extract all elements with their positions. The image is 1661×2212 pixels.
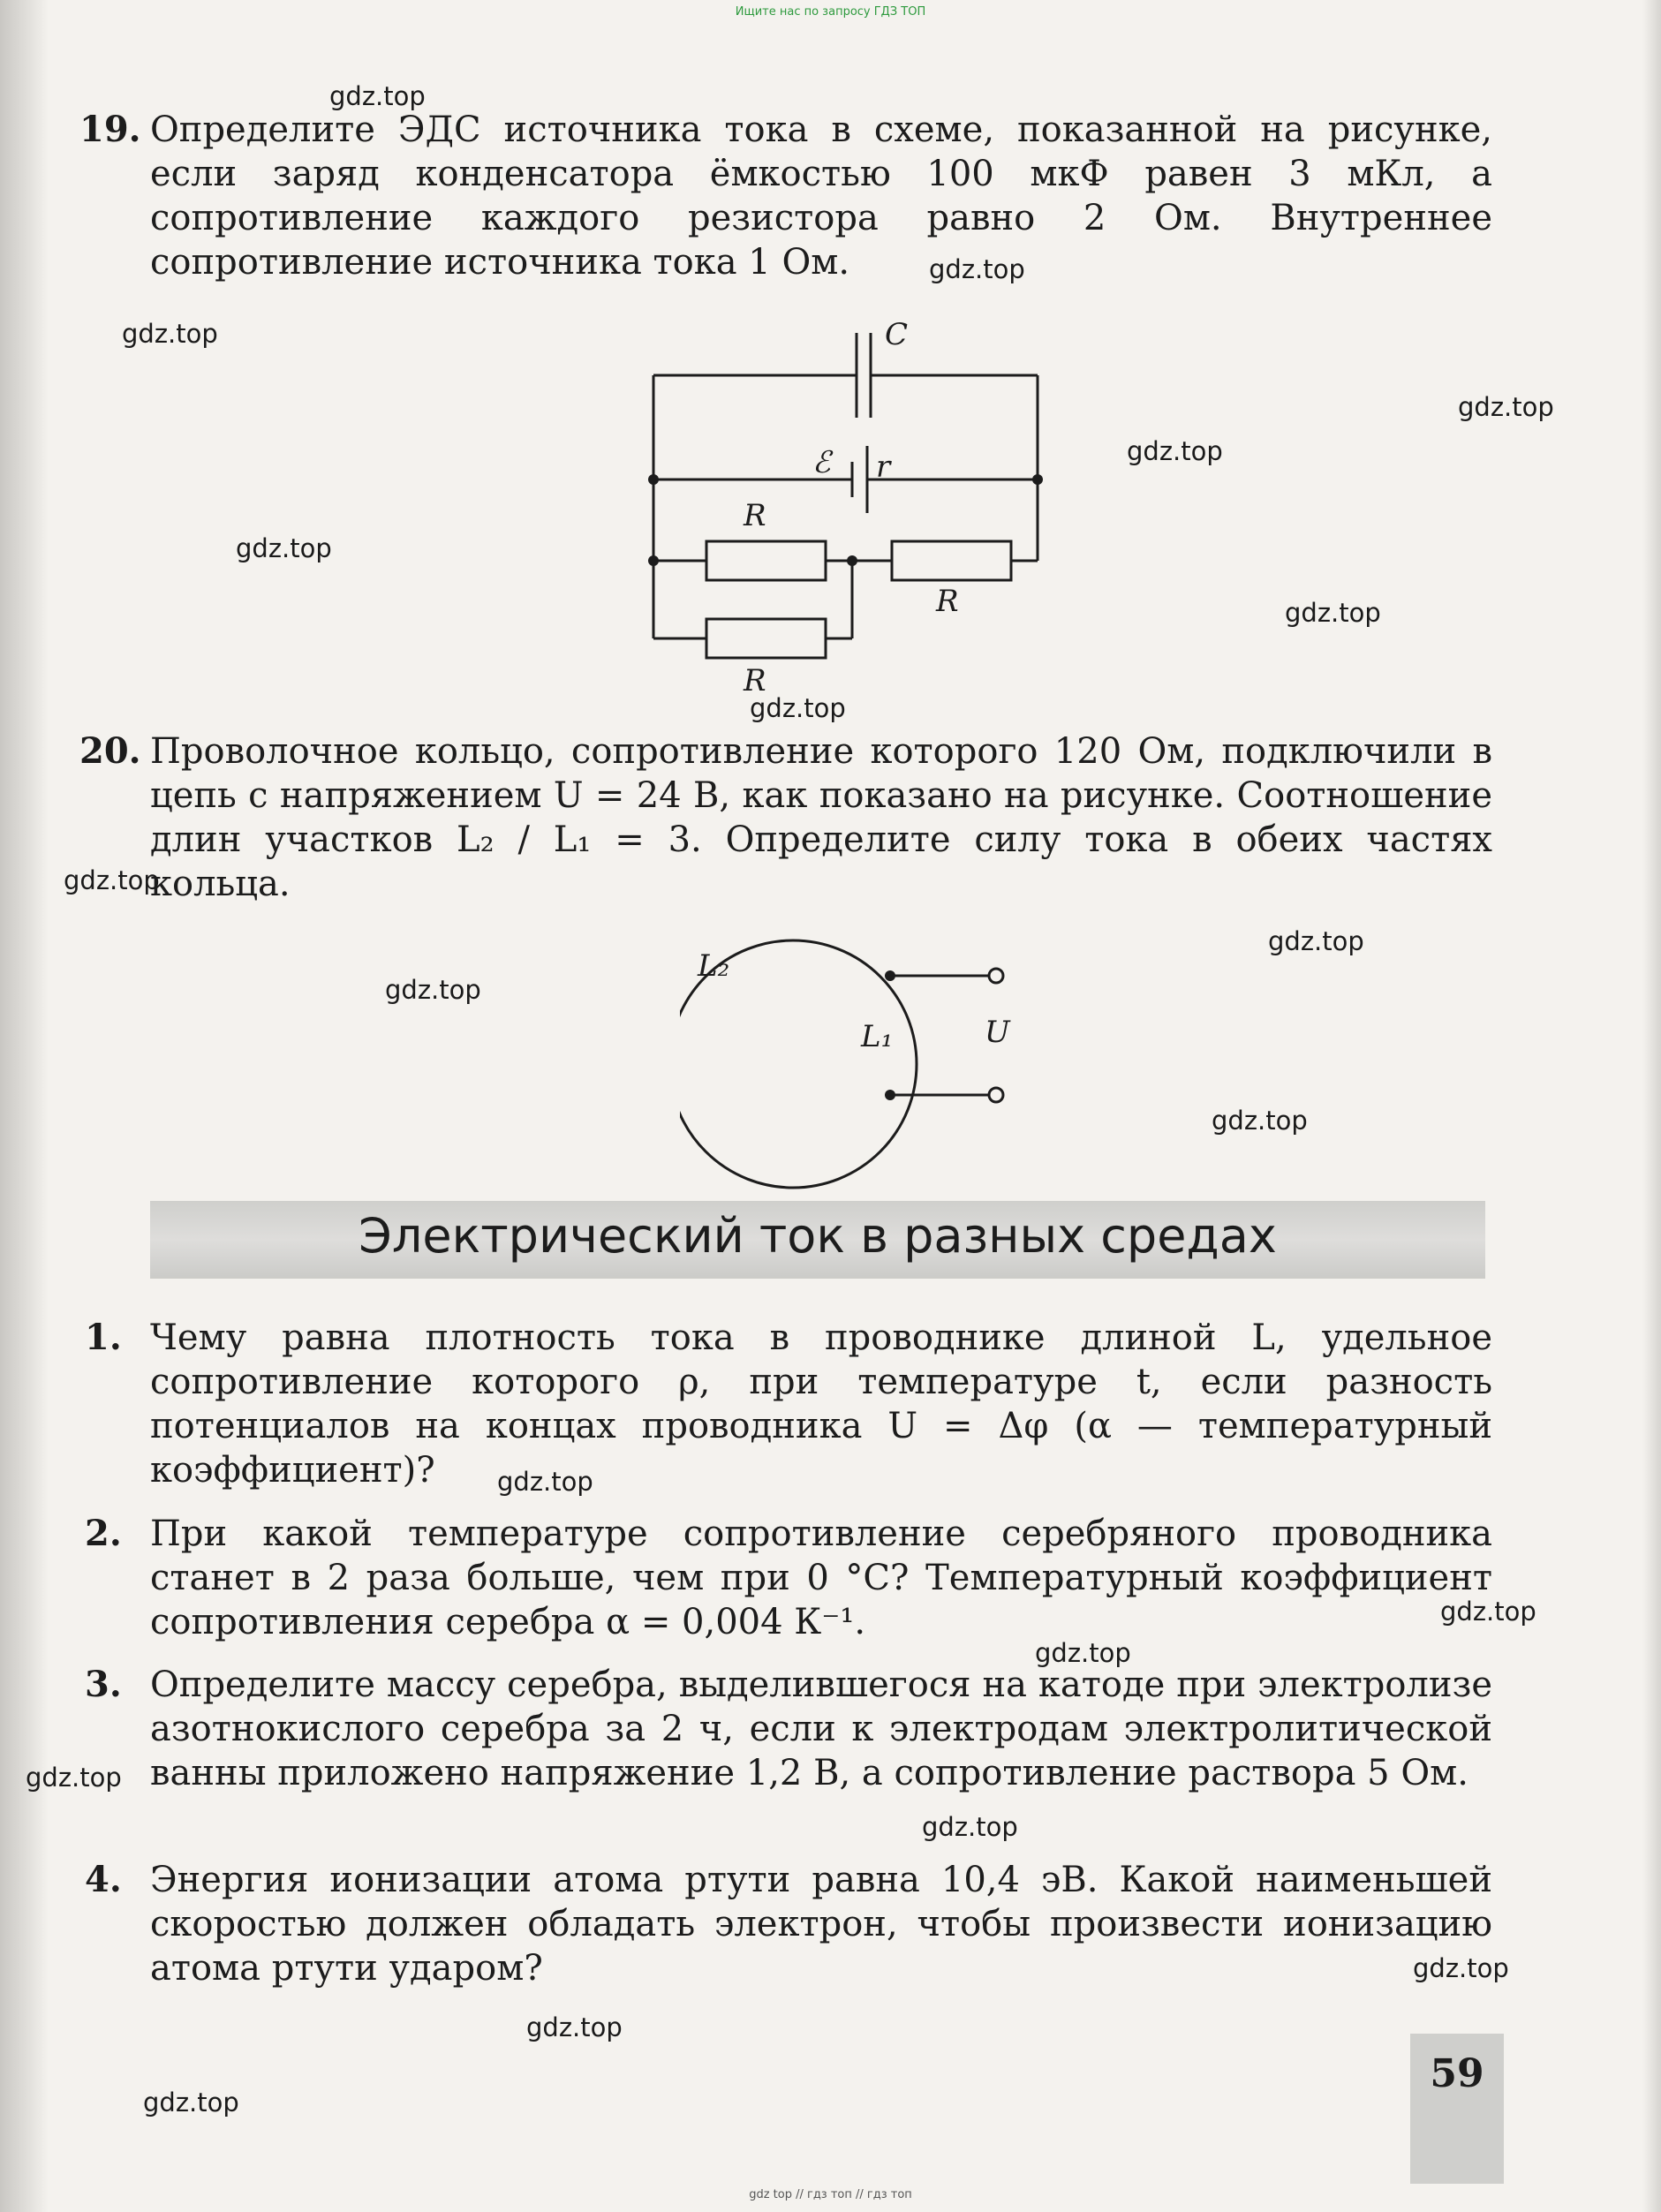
footer-note: gdz top // гдз топ // гдз топ — [749, 2188, 912, 2201]
emf-label: ℰ — [812, 445, 831, 480]
watermark: gdz.top — [385, 975, 481, 1005]
watermark: gdz.top — [1413, 1953, 1509, 1983]
circuit-diagram — [636, 313, 1060, 702]
watermark: gdz.top — [497, 1467, 593, 1497]
watermark: gdz.top — [1440, 1597, 1536, 1627]
watermark: gdz.top — [922, 1812, 1018, 1842]
problem-number: 3. — [85, 1664, 122, 1705]
section-problem-2 — [85, 1512, 1492, 1644]
resistor-label-right: R — [936, 584, 959, 619]
watermark: gdz.top — [329, 81, 426, 111]
problem-19 — [79, 108, 1492, 284]
section-title: Электрический ток в разных средах — [359, 1208, 1277, 1264]
book-spine-shadow — [0, 0, 49, 2212]
watermark: gdz.top — [1212, 1106, 1308, 1136]
watermark: gdz.top — [1458, 392, 1554, 422]
problem-text: Чему равна плотность тока в проводнике длиной L, удельное сопротивление которого ρ, при температуре t, если разность потенциалов на концах проводника U = Δφ (α — температурный коэффициент)? — [150, 1317, 1492, 1491]
problem-text: Определите массу серебра, выделившегося на катоде при электролизе азотнокислого серебра за 2 ч, если к электродам электролитической ванны приложено напряжение 1,2 В, а сопротивление раствора 5 Ом. — [150, 1665, 1492, 1793]
watermark: gdz.top — [143, 2087, 239, 2118]
section-header — [150, 1201, 1485, 1279]
section-problem-4 — [85, 1858, 1492, 1990]
internal-resistance-label: r — [876, 449, 891, 485]
watermark: gdz.top — [1127, 436, 1223, 466]
ring-l2-label: L₂ — [698, 948, 730, 984]
watermark: gdz.top — [929, 254, 1025, 284]
watermark: gdz.top — [1035, 1638, 1131, 1668]
problem-text: При какой температуре сопротивление серебряного проводника станет в 2 раза больше, чем при 0 °С? Температурный коэффициент сопротивления серебра α = 0,004 К⁻¹. — [150, 1514, 1492, 1642]
header-note[interactable]: Ищите нас по запросу ГДЗ ТОП — [735, 5, 926, 19]
problem-number: 1. — [85, 1317, 122, 1358]
page-number: 59 — [1430, 2051, 1484, 2096]
watermark: gdz.top — [26, 1763, 122, 1793]
watermark: gdz.top — [236, 533, 332, 563]
capacitor-label: C — [885, 317, 909, 352]
section-problem-1 — [85, 1316, 1492, 1492]
page-number-box — [1410, 2034, 1504, 2184]
section-problem-3 — [85, 1663, 1492, 1795]
watermark: gdz.top — [1268, 926, 1364, 956]
ring-diagram — [680, 936, 1051, 1192]
voltage-label: U — [985, 1015, 1010, 1050]
resistor-label-bottom: R — [744, 663, 766, 698]
watermark: gdz.top — [122, 319, 218, 349]
page-edge-shadow — [1642, 0, 1661, 2212]
watermark: gdz.top — [1285, 598, 1381, 628]
problem-number: 20. — [79, 730, 141, 772]
problem-text: Определите ЭДС источника тока в схеме, показанной на рисунке, если заряд конденсатора ёмкостью 100 мкФ равен 3 мКл, а сопротивление каждого резистора равно 2 Ом. Внутреннее сопротивление источника тока 1 Ом. — [150, 109, 1492, 283]
problem-number: 19. — [79, 109, 141, 150]
problem-number: 2. — [85, 1513, 122, 1554]
ring-l1-label: L₁ — [861, 1019, 894, 1054]
resistor-label-top: R — [744, 498, 766, 533]
watermark: gdz.top — [64, 865, 160, 895]
problem-text: Энергия ионизации атома ртути равна 10,4 эВ. Какой наименьшей скоростью должен обладать электрон, чтобы произвести ионизацию атома ртути ударом? — [150, 1860, 1492, 1989]
problem-text: Проволочное кольцо, сопротивление которого 120 Ом, подключили в цепь с напряжением U = 24 В, как показано на рисунке. Соотношение длин участков L₂ / L₁ = 3. Определите силу тока в обеих частях кольца. — [150, 731, 1492, 904]
watermark: gdz.top — [526, 2012, 623, 2042]
problem-number: 4. — [85, 1859, 122, 1900]
watermark: gdz.top — [750, 693, 846, 723]
